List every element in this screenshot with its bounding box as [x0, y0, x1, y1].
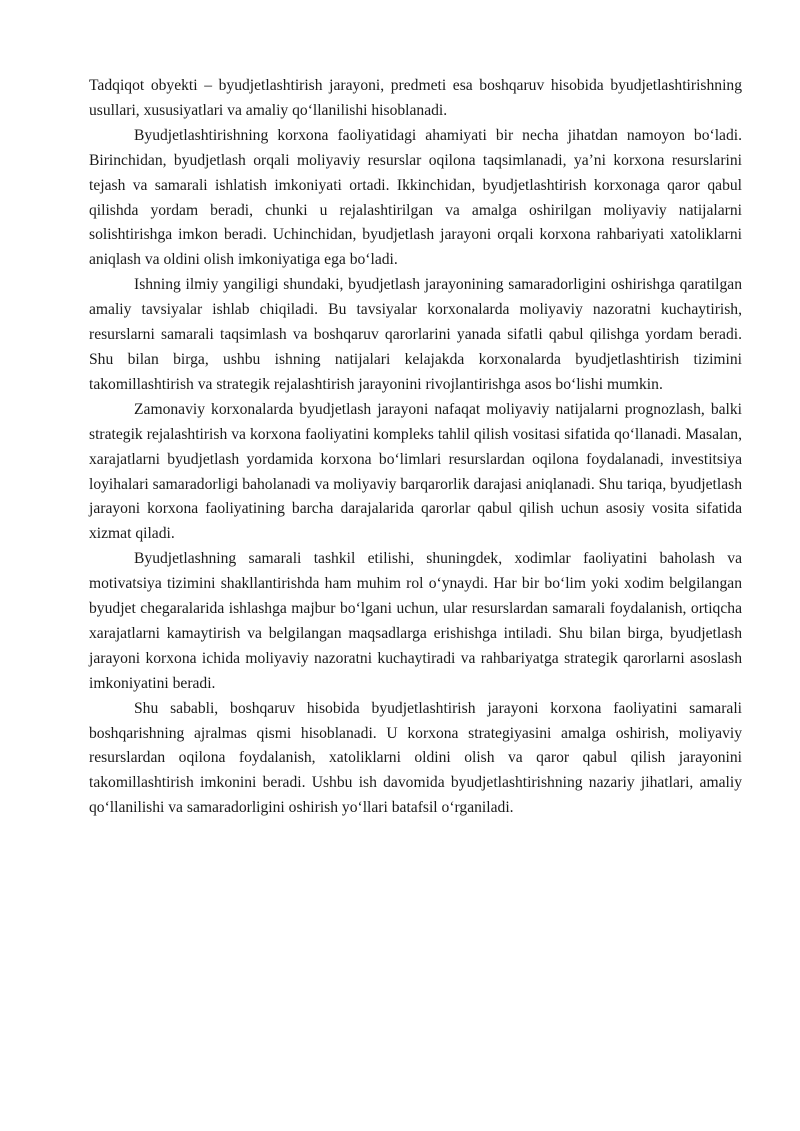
paragraph-research-object: Tadqiqot obyekti – byudjetlashtirish jarayoni, predmeti esa boshqaruv hisobida byudjetlashtirishning usullari, xususiyatlari va amaliy qo‘llanilishi hisoblanadi. — [89, 77, 742, 119]
paragraph-scientific-novelty: Ishning ilmiy yangiligi shundaki, byudjetlash jarayonining samaradorligini oshirishga qaratilgan amaliy tavsiyalar ishlab chiqiladi. Bu tavsiyalar korxonalarda moliyaviy nazoratni kuchaytirish, resurslarni samarali taqsimlash va boshqaruv qarorlarini yanada sifatli qabul qilishga yordam beradi. Shu bilan birga, ushbu ishning natijalari kelajakda korxonalarda byudjetlashtirish tizimini takomillashtirish va strategik rejalashtirish jarayonini rivojlantirishga asos bo‘lishi mumkin. — [89, 276, 742, 393]
body-text — [89, 74, 742, 821]
paragraph-staff-motivation: Byudjetlashning samarali tashkil etilishi, shuningdek, xodimlar faoliyatini baholash va motivatsiya tizimini shakllantirishda ham muhim rol o‘ynaydi. Har bir bo‘lim yoki xodim belgilangan byudjet chegaralarida ishlashga majbur bo‘lgani uchun, ular resurslardan samarali foydalanish, ortiqcha xarajatlarni kamaytirish va belgilangan maqsadlarga erishishga intiladi. Shu bilan birga, byudjetlash jarayoni korxona ichida moliyaviy nazoratni kuchaytiradi va rahbariyatga strategik qarorlarni asoslash imkoniyatini beradi. — [89, 550, 742, 692]
paragraph-budgeting-importance: Byudjetlashtirishning korxona faoliyatidagi ahamiyati bir necha jihatdan namoyon bo‘ladi. Birinchidan, byudjetlash orqali moliyaviy resurslar oqilona taqsimlanadi, ya’ni korxona resurslarini tejash va samarali ishlatish imkoniyati ortadi. Ikkinchidan, byudjetlashtirish korxonaga qaror qabul qilishda yordam beradi, chunki u rejalashtirilgan va amalga oshirilgan moliyaviy natijalarni solishtirishga imkon beradi. Uchinchidan, byudjetlash jarayoni orqali korxona rahbariyati xatoliklarni aniqlash va oldini olish imkoniyatiga ega bo‘ladi. — [89, 126, 742, 269]
paragraph-conclusion: Shu sababli, boshqaruv hisobida byudjetlashtirish jarayoni korxona faoliyatini samarali boshqarishning ajralmas qismi hisoblanadi. U korxona strategiyasini amalga oshirish, moliyaviy resurslardan oqilona foydalanish, xatoliklarni oldini olish va qaror qabul qilish jarayonini takomillashtirish imkonini beradi. Ushbu ish davomida byudjetlashtirishning nazariy jihatlari, amaliy qo‘llanilishi va samaradorligini oshirish yo‘llari batafsil o‘rganiladi. — [89, 699, 742, 817]
paragraph-modern-enterprises: Zamonaviy korxonalarda byudjetlash jarayoni nafaqat moliyaviy natijalarni prognozlash, balki strategik rejalashtirish va korxona faoliyatini kompleks tahlil qilish vositasi sifatida qo‘llanadi. Masalan, xarajatlarni byudjetlash yordamida korxona bo‘limlari resurslardan oqilona foydalanadi, investitsiya loyihalari samaradorligi baholanadi va moliyaviy barqarorlik darajasi aniqlanadi. Shu tariqa, byudjetlash jarayoni korxona faoliyatining barcha darajalarida qarorlar qabul qilish uchun asosiy vosita sifatida xizmat qiladi. — [89, 400, 743, 543]
